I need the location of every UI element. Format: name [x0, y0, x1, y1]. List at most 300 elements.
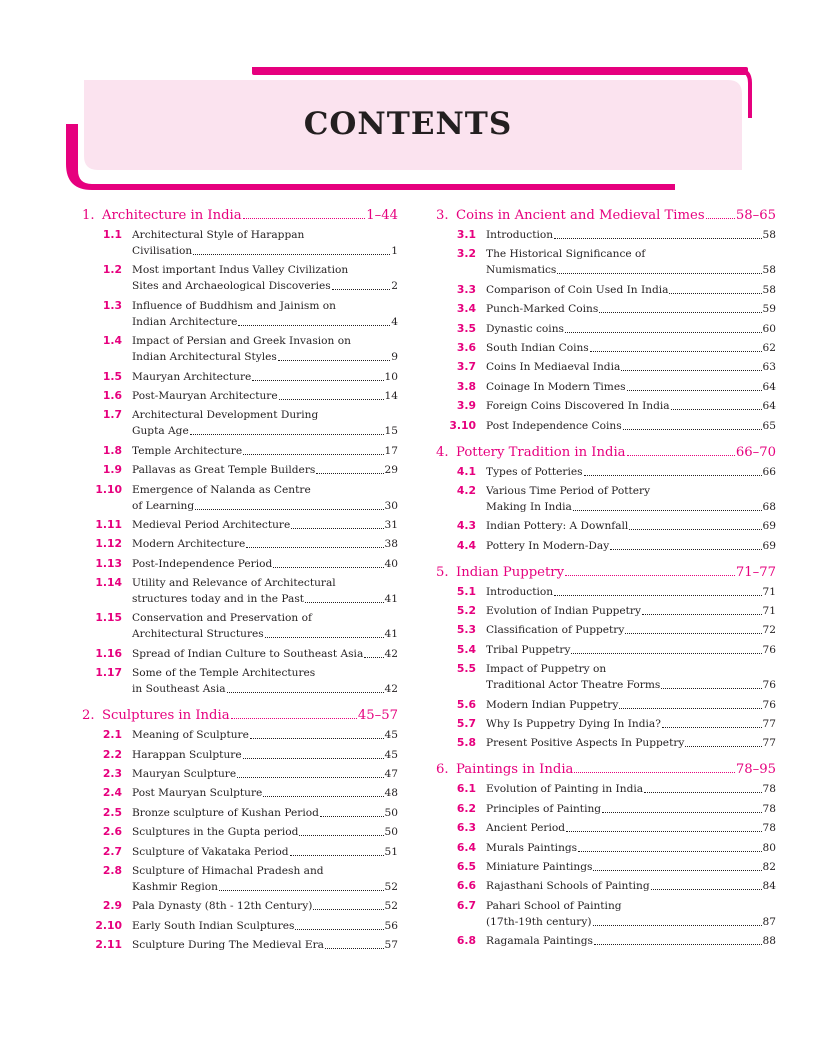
toc-column-right [436, 207, 776, 959]
entry-last-line [132, 918, 398, 934]
entry-title-line: Pahari School of Painting [486, 899, 622, 912]
entry-number: 1.11 [95, 517, 122, 531]
chapter-title: Sculptures in India [102, 708, 230, 724]
entry-last-line [132, 314, 398, 330]
entry-page: 62 [762, 341, 776, 354]
toc-entry [82, 556, 398, 572]
entry-title-line: Bronze sculpture of Kushan Period [132, 806, 319, 819]
entry-title-line: Pallavas as Great Temple Builders [132, 464, 316, 477]
toc-entry [436, 840, 776, 856]
entry-number: 5.6 [456, 697, 476, 711]
entry-list [82, 727, 398, 953]
toc-entry [436, 781, 776, 797]
entry-body [132, 575, 398, 607]
toc-entry [436, 820, 776, 836]
entry-title-line: Temple Architecture [132, 444, 243, 457]
entry-last-line [132, 536, 398, 552]
entry-title-line: Dynastic coins [486, 322, 564, 335]
toc-entry [436, 464, 776, 480]
entry-page: 72 [762, 624, 776, 637]
entry-page: 51 [384, 845, 398, 858]
entry-number: 6.1 [456, 782, 476, 796]
dot-leader [629, 518, 761, 530]
entry-body [486, 859, 776, 875]
entry-number: 3.6 [456, 340, 476, 354]
entry-page: 50 [384, 806, 398, 819]
entry-last-line [132, 747, 398, 763]
dot-leader [291, 517, 383, 529]
entry-title-line: Foreign Coins Discovered In India [486, 400, 670, 413]
entry-page: 29 [384, 464, 398, 477]
entry-last-line [486, 622, 776, 638]
entry-body [486, 933, 776, 949]
entry-page: 78 [762, 783, 776, 796]
dot-leader [623, 418, 762, 430]
toc-entry [436, 661, 776, 693]
entry-number: 4.2 [456, 483, 476, 497]
entry-body [486, 379, 776, 395]
entry-title-line: Gupta Age [132, 425, 189, 438]
entry-last-line [486, 379, 776, 395]
toc-entry [436, 282, 776, 298]
entry-body [486, 418, 776, 434]
entry-last-line [486, 584, 776, 600]
entry-title-line: Miniature Paintings [486, 860, 593, 873]
entry-last-line [486, 735, 776, 751]
entry-page: 76 [762, 679, 776, 692]
dot-leader [590, 340, 762, 352]
entry-page: 58 [762, 229, 776, 241]
entry-last-line [486, 262, 776, 278]
entry-number: 4.1 [456, 464, 476, 478]
entry-number: 3.4 [456, 302, 476, 316]
dot-leader [219, 879, 384, 891]
dot-leader [642, 603, 762, 615]
entry-body [486, 661, 776, 693]
entry-title-line: Murals Paintings [486, 841, 578, 854]
toc-column-left [82, 207, 398, 963]
entry-body [486, 622, 776, 638]
entry-page: 87 [762, 915, 776, 928]
dot-leader [316, 462, 383, 474]
entry-title-line: Emergence of Nalanda as Centre [132, 483, 311, 496]
entry-title-line: Indian Pottery: A Downfall [486, 520, 629, 533]
entry-body [486, 321, 776, 337]
dot-leader [278, 349, 390, 361]
entry-number: 2.8 [102, 863, 122, 877]
entry-page: 42 [384, 683, 398, 696]
dot-leader [246, 536, 383, 548]
entry-number: 2.11 [95, 938, 122, 952]
dot-leader [325, 937, 384, 949]
entry-body [132, 556, 398, 572]
dot-leader [625, 622, 761, 634]
entry-title-line: Coins In Mediaeval India [486, 361, 621, 374]
entry-last-line [132, 879, 398, 895]
entry-last-line [486, 933, 776, 949]
entry-page: 41 [384, 593, 398, 606]
entry-page: 15 [384, 425, 398, 438]
dot-leader [252, 369, 383, 381]
entry-page: 65 [762, 419, 776, 432]
entry-title-line: Sculpture of Vakataka Period [132, 845, 289, 858]
entry-last-line [486, 321, 776, 337]
dot-leader [243, 218, 366, 219]
entry-number: 6.5 [456, 859, 476, 873]
dot-leader [190, 423, 384, 435]
entry-number: 1.6 [102, 388, 122, 402]
entry-page: 69 [762, 520, 776, 533]
toc-entry [436, 418, 776, 434]
entry-list [436, 584, 776, 752]
entry-last-line [132, 369, 398, 385]
chapter-heading [82, 707, 398, 724]
entry-body [132, 937, 398, 953]
entry-page: 4 [391, 315, 398, 328]
entry-title-line: of Learning [132, 499, 195, 512]
entry-page: 45 [384, 729, 398, 742]
entry-number: 5.1 [456, 584, 476, 598]
dot-leader [250, 727, 384, 739]
entry-last-line [132, 278, 398, 294]
dot-leader [610, 538, 761, 550]
entry-number: 1.16 [95, 646, 122, 660]
entry-page: 14 [384, 389, 398, 402]
entry-title-line: Mauryan Architecture [132, 370, 252, 383]
entry-title-line: Indian Architecture [132, 315, 238, 328]
entry-last-line [132, 243, 398, 259]
entry-page: 10 [384, 370, 398, 383]
dot-leader [661, 677, 761, 689]
toc-entry [82, 727, 398, 743]
dot-leader [279, 388, 384, 400]
entry-number: 3.10 [449, 418, 476, 432]
dot-leader [243, 443, 383, 455]
dot-leader [313, 898, 383, 910]
toc-entry [82, 863, 398, 895]
dot-leader [557, 262, 761, 274]
dot-leader [231, 718, 357, 719]
toc-entry [82, 407, 398, 439]
entry-body [486, 398, 776, 414]
dot-leader [290, 844, 384, 856]
dot-leader [195, 498, 383, 510]
chapter-title: Indian Puppetry [456, 564, 565, 580]
entry-body [132, 646, 398, 662]
entry-title-line: Architectural Development During [132, 409, 319, 422]
dot-leader [227, 681, 384, 693]
entry-body [132, 333, 398, 365]
entry-number: 5.2 [456, 604, 476, 618]
entry-title-line: Numismatics [486, 264, 557, 277]
entry-last-line [486, 914, 776, 930]
dot-leader [574, 772, 734, 773]
entry-page: 48 [384, 787, 398, 800]
entry-last-line [486, 499, 776, 515]
dot-leader [619, 697, 761, 709]
entry-page: 2 [391, 280, 398, 293]
chapter-title: Pottery Tradition in India [456, 444, 626, 460]
entry-page: 63 [762, 361, 776, 374]
toc-entry [82, 766, 398, 782]
entry-body [486, 246, 776, 278]
entry-number: 1.8 [102, 443, 122, 457]
entry-number: 1.10 [95, 482, 122, 496]
toc-entry [82, 747, 398, 763]
dot-leader [644, 781, 761, 793]
entry-last-line [132, 498, 398, 514]
entry-page: 66 [762, 465, 776, 478]
entry-last-line [132, 646, 398, 662]
dot-leader [627, 379, 762, 391]
entry-number: 1.15 [95, 611, 122, 625]
entry-number: 5.8 [456, 736, 476, 750]
entry-page: 88 [762, 935, 776, 948]
entry-title-line: Traditional Actor Theatre Forms [486, 679, 661, 692]
entry-list [436, 781, 776, 949]
entry-body [486, 603, 776, 619]
entry-page: 45 [384, 748, 398, 761]
chapter-number: 2. [82, 708, 95, 724]
entry-last-line [486, 677, 776, 693]
entry-title-line: Utility and Relevance of Architectural [132, 577, 336, 590]
entry-body [486, 518, 776, 534]
entry-page: 77 [762, 737, 776, 750]
toc-entry [436, 933, 776, 949]
entry-last-line [132, 824, 398, 840]
toc-entry [436, 227, 776, 243]
entry-title-line: Tribal Puppetry [486, 643, 571, 656]
contents-banner [0, 0, 816, 200]
entry-title-line: Sculpture During The Medieval Era [132, 939, 324, 952]
chapter-pages: 45–57 [357, 708, 398, 724]
entry-number: 2.3 [102, 767, 122, 781]
entry-number: 6.8 [456, 934, 476, 948]
entry-page: 76 [762, 643, 776, 656]
toc-entry [436, 801, 776, 817]
entry-title-line: Why Is Puppetry Dying In India? [486, 718, 661, 731]
dot-leader [305, 591, 383, 603]
dot-leader [593, 914, 762, 926]
entry-last-line [486, 518, 776, 534]
entry-body [132, 388, 398, 404]
entry-last-line [486, 398, 776, 414]
entry-title-line: Architectural Style of Harappan [132, 229, 305, 241]
entry-title-line: Modern Architecture [132, 538, 246, 551]
entry-list [436, 227, 776, 434]
chapter-heading [436, 444, 776, 461]
dot-leader [243, 747, 384, 759]
dot-leader [627, 455, 735, 456]
entry-title-line: Pala Dynasty (8th - 12th Century) [132, 900, 313, 913]
entry-body [486, 483, 776, 515]
dot-leader [364, 646, 383, 658]
entry-body [132, 785, 398, 801]
entry-title-line: Punch-Marked Coins [486, 303, 599, 316]
toc-entry [436, 642, 776, 658]
dot-leader [565, 321, 762, 333]
toc-entry [82, 333, 398, 365]
dot-leader [578, 840, 761, 852]
entry-title-line: Rajasthani Schools of Painting [486, 880, 650, 893]
entry-title-line: Impact of Persian and Greek Invasion on [132, 335, 351, 348]
toc-entry [82, 918, 398, 934]
entry-body [486, 840, 776, 856]
entry-number: 2.7 [102, 844, 122, 858]
page-title: CONTENTS [303, 106, 513, 142]
entry-number: 1.17 [95, 666, 122, 680]
entry-body [486, 584, 776, 600]
entry-number: 3.9 [456, 399, 476, 413]
entry-body [132, 805, 398, 821]
entry-title-line: Ancient Period [486, 822, 566, 835]
chapter-heading [82, 207, 398, 224]
toc-entry [82, 844, 398, 860]
entry-number: 6.4 [456, 840, 476, 854]
entry-number: 2.6 [102, 825, 122, 839]
entry-number: 2.4 [102, 786, 122, 800]
entry-page: 9 [391, 351, 398, 364]
entry-last-line [132, 898, 398, 914]
entry-number: 3.2 [456, 247, 476, 261]
entry-page: 57 [384, 939, 398, 952]
entry-number: 5.4 [456, 642, 476, 656]
entry-body [132, 407, 398, 439]
entry-last-line [486, 603, 776, 619]
entry-page: 17 [384, 444, 398, 457]
entry-title-line: Pottery In Modern-Day [486, 539, 610, 552]
entry-title-line: Some of the Temple Architectures [132, 667, 316, 680]
entry-last-line [132, 681, 398, 697]
entry-last-line [132, 805, 398, 821]
dot-leader [263, 785, 383, 797]
toc-entry [82, 482, 398, 514]
entry-title-line: Meaning of Sculpture [132, 729, 249, 742]
entry-page: 52 [384, 900, 398, 913]
entry-page: 58 [762, 264, 776, 277]
entry-number: 1.13 [95, 556, 122, 570]
chapter-title: Paintings in India [456, 762, 574, 778]
entry-page: 69 [762, 539, 776, 552]
entry-title-line: Making In India [486, 500, 572, 513]
entry-list [436, 464, 776, 554]
chapter-number: 4. [436, 444, 449, 460]
dot-leader [594, 933, 762, 945]
entry-page: 47 [384, 768, 398, 781]
dot-leader [651, 878, 762, 890]
entry-title-line: Post-Mauryan Architecture [132, 389, 278, 402]
entry-number: 1.3 [102, 298, 122, 312]
entry-title-line: Sites and Archaeological Discoveries [132, 280, 331, 293]
entry-title-line: Post-Independence Period [132, 557, 273, 570]
entry-number: 2.9 [102, 899, 122, 913]
dot-leader [237, 766, 383, 778]
entry-number: 5.7 [456, 717, 476, 731]
entry-body [486, 301, 776, 317]
entry-title-line: Coinage In Modern Times [486, 380, 626, 393]
dot-leader [320, 805, 384, 817]
entry-body [486, 878, 776, 894]
entry-last-line [132, 937, 398, 953]
entry-last-line [486, 227, 776, 243]
entry-number: 1.1 [102, 228, 122, 241]
entry-body [132, 298, 398, 330]
entry-page: 38 [384, 538, 398, 551]
toc-entry [436, 716, 776, 732]
entry-title-line: Most important Indus Valley Civilization [132, 264, 349, 277]
entry-title-line: South Indian Coins [486, 341, 589, 354]
entry-page: 78 [762, 802, 776, 815]
entry-body [486, 538, 776, 554]
entry-body [486, 282, 776, 298]
toc-section [436, 564, 776, 752]
entry-number: 1.9 [102, 463, 122, 477]
entry-body [486, 820, 776, 836]
entry-title-line: The Historical Significance of [486, 248, 646, 261]
entry-number: 5.5 [456, 662, 476, 676]
entry-title-line: Ragamala Paintings [486, 935, 593, 948]
chapter-pages: 66–70 [735, 444, 776, 460]
toc-entry [436, 697, 776, 713]
entry-last-line [486, 820, 776, 836]
entry-number: 1.2 [102, 263, 122, 277]
entry-body [486, 227, 776, 243]
entry-body [132, 482, 398, 514]
entry-page: 50 [384, 826, 398, 839]
entry-last-line [132, 517, 398, 533]
toc-entry [82, 227, 398, 259]
chapter-pages: 1–44 [366, 208, 398, 223]
entry-last-line [132, 388, 398, 404]
entry-page: 60 [762, 322, 776, 335]
dot-leader [621, 359, 761, 371]
entry-number: 1.7 [102, 408, 122, 422]
toc-entry [82, 369, 398, 385]
toc-entry [436, 878, 776, 894]
entry-title-line: Sculpture of Himachal Pradesh and [132, 864, 324, 877]
entry-page: 1 [391, 245, 398, 257]
entry-body [132, 844, 398, 860]
toc-section [82, 207, 398, 697]
entry-body [486, 716, 776, 732]
entry-title-line: Comparison of Coin Used In India [486, 283, 669, 296]
entry-last-line [132, 785, 398, 801]
entry-number: 3.5 [456, 321, 476, 335]
entry-last-line [486, 301, 776, 317]
dot-leader [566, 820, 761, 832]
entry-title-line: Evolution of Indian Puppetry [486, 605, 641, 618]
entry-page: 76 [762, 698, 776, 711]
entry-last-line [132, 556, 398, 572]
toc-entry [82, 298, 398, 330]
dot-leader [573, 499, 762, 511]
toc-entry [82, 610, 398, 642]
dot-leader [193, 243, 390, 255]
entry-body [132, 918, 398, 934]
dot-leader [593, 859, 761, 871]
entry-last-line [486, 538, 776, 554]
entry-page: 77 [762, 718, 776, 731]
dot-leader [706, 218, 735, 219]
entry-page: 42 [384, 647, 398, 660]
entry-title-line: Harappan Sculpture [132, 748, 242, 761]
entry-page: 71 [762, 605, 776, 618]
entry-body [132, 747, 398, 763]
toc-entry [436, 603, 776, 619]
entry-number: 4.4 [456, 538, 476, 552]
toc-entry [82, 388, 398, 404]
entry-body [132, 898, 398, 914]
